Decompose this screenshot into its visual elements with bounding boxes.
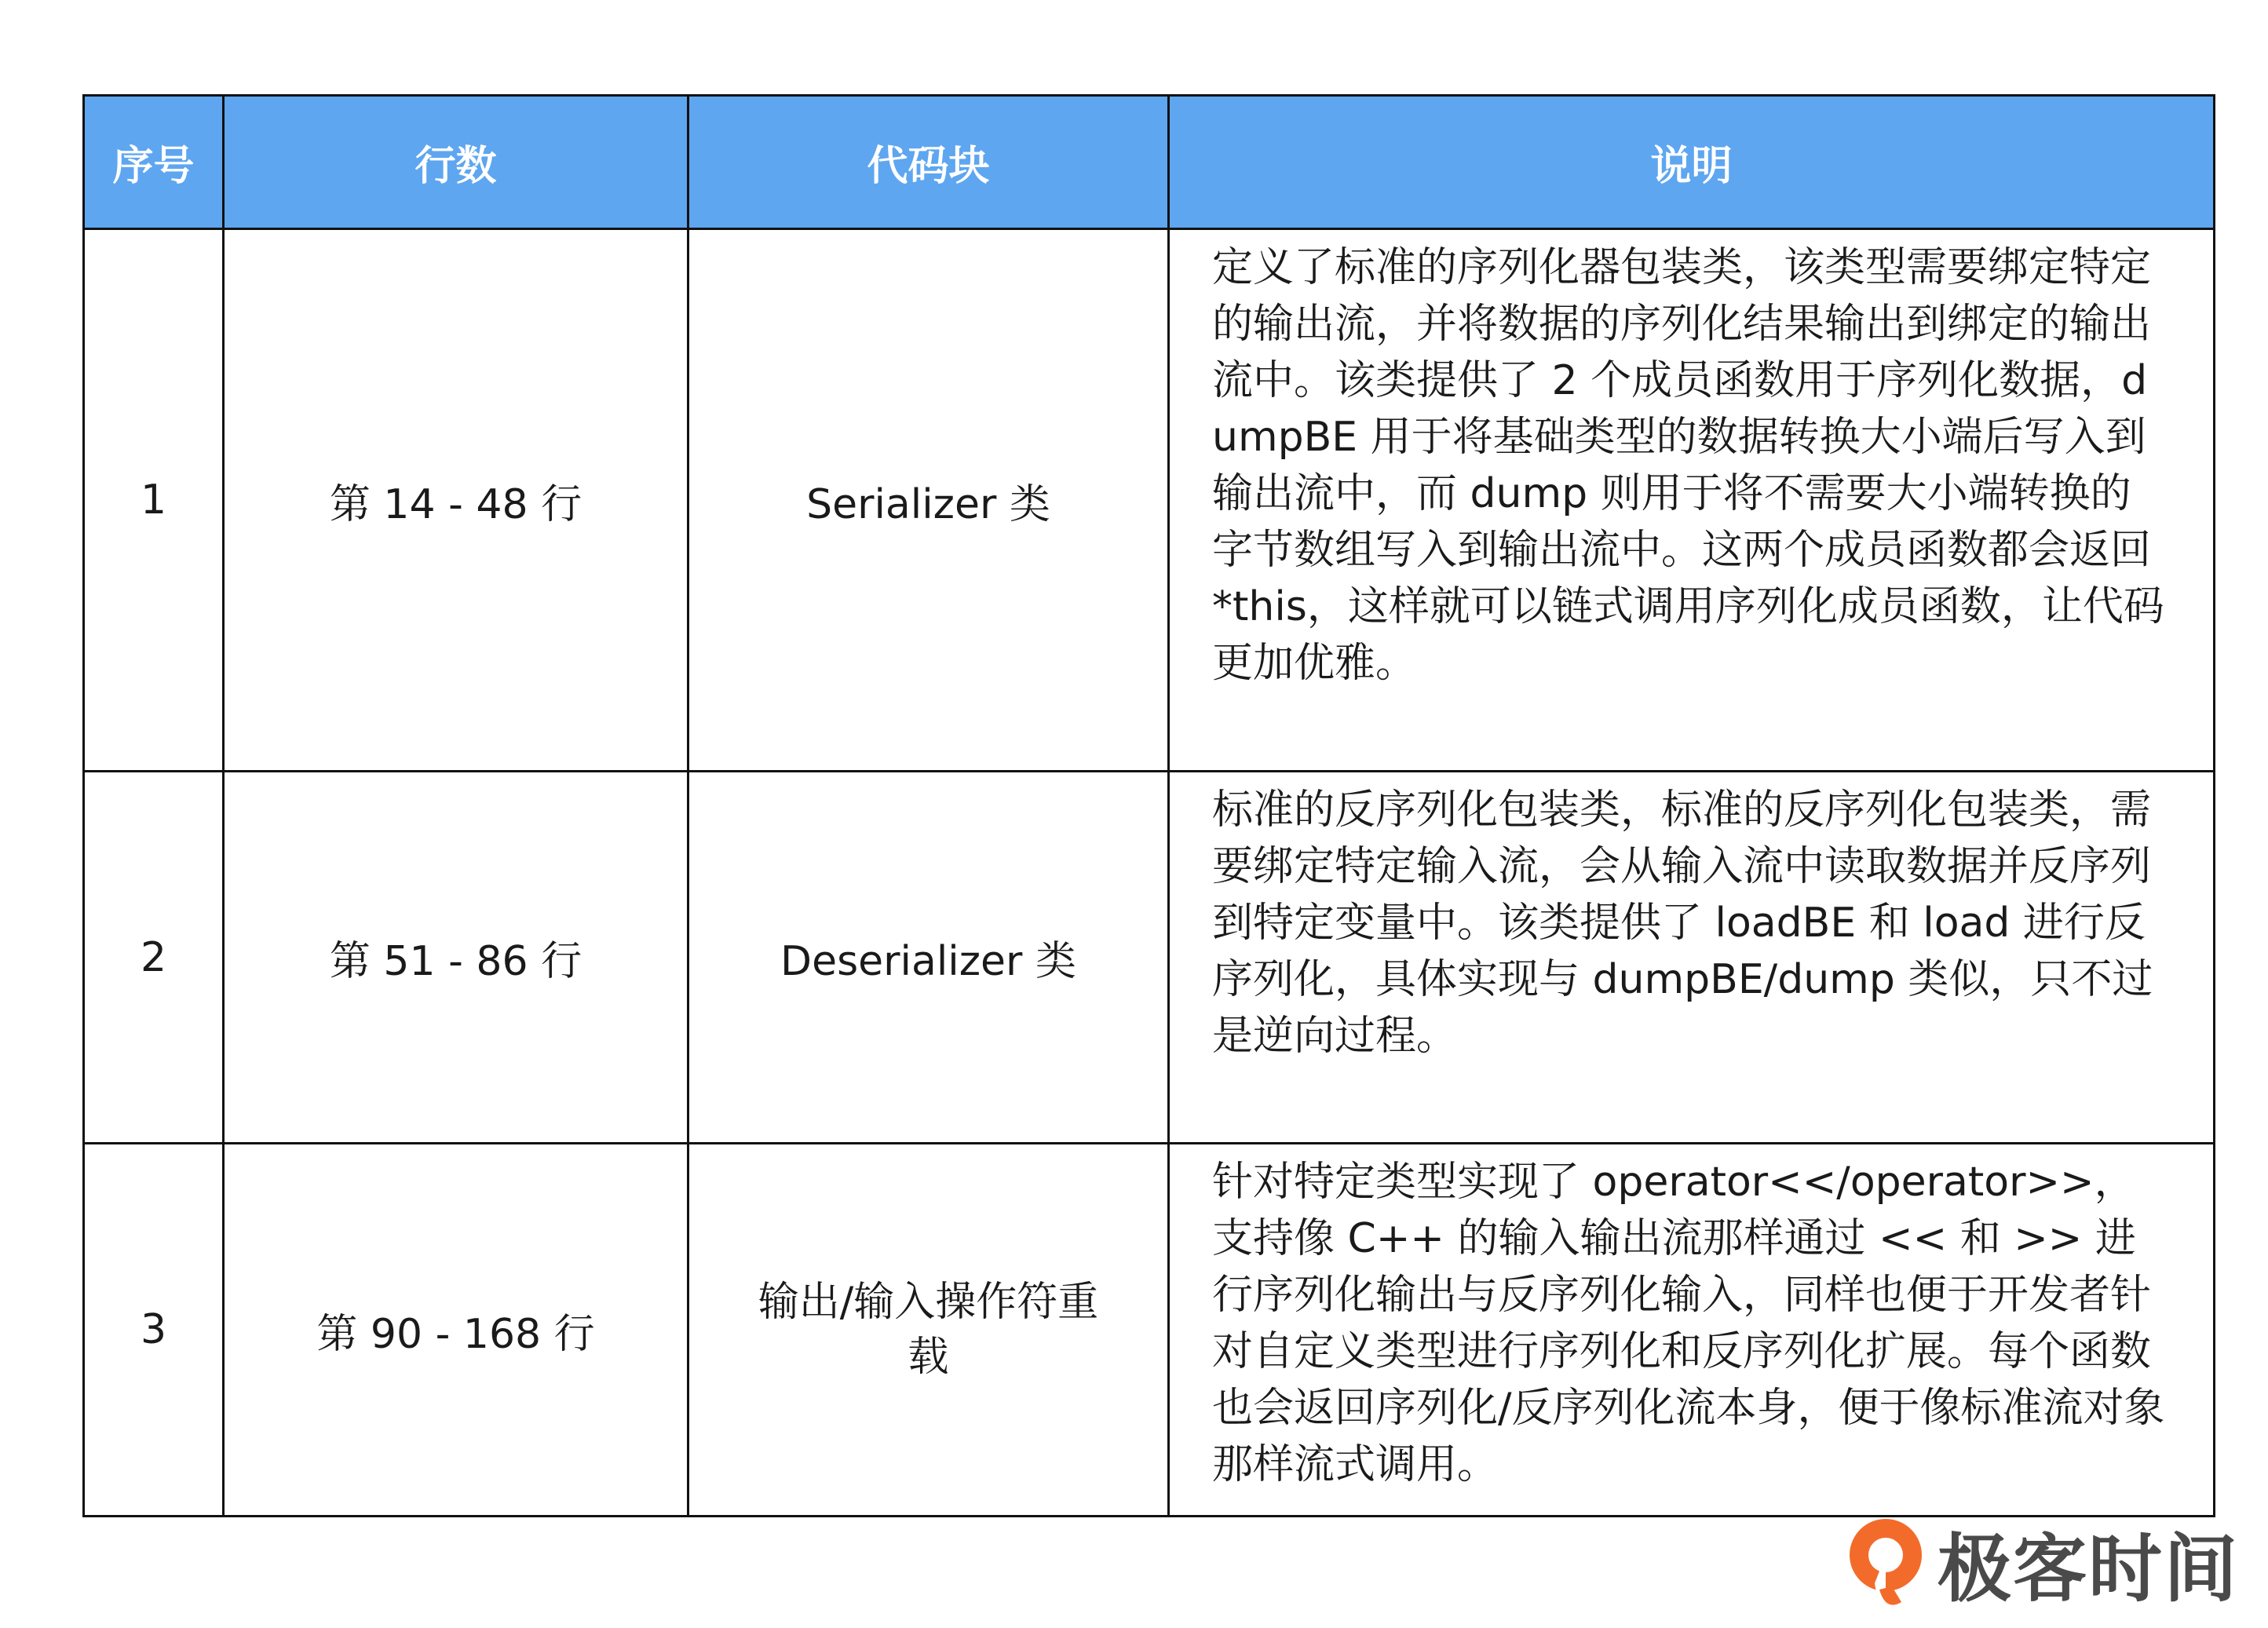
row-lines: 第 14 - 48 行 bbox=[224, 229, 688, 772]
row-description: 标准的反序列化包装类，标准的反序列化包装类，需要绑定特定输入流，会从输入流中读取数据并反序列到特定变量中。该类提供了 loadBE 和 load 进行反序列化，具体实现与 dumpBE/dump 类似，只不过是逆向过程。 bbox=[1169, 772, 2215, 1144]
table-header-row bbox=[84, 96, 2215, 229]
geektime-logo bbox=[1845, 1511, 2239, 1613]
row-index: 3 bbox=[84, 1144, 224, 1517]
header-index: 序号 bbox=[84, 96, 224, 229]
row-lines: 第 90 - 168 行 bbox=[224, 1144, 688, 1517]
row-index: 2 bbox=[84, 772, 224, 1144]
header-code-block: 代码块 bbox=[688, 96, 1169, 229]
row-index: 1 bbox=[84, 229, 224, 772]
table-row bbox=[84, 229, 2215, 772]
table-row bbox=[84, 772, 2215, 1144]
row-code-block: 输出/输入操作符重载 bbox=[688, 1144, 1169, 1517]
row-code-block: Deserializer 类 bbox=[688, 772, 1169, 1144]
logo-text: 极客时间 bbox=[1937, 1526, 2240, 1612]
row-lines: 第 51 - 86 行 bbox=[224, 772, 688, 1144]
row-description: 定义了标准的序列化器包装类，该类型需要绑定特定的输出流，并将数据的序列化结果输出到绑定的输出流中。该类提供了 2 个成员函数用于序列化数据，dumpBE 用于将基础类型的数据转换大小端后写入到输出流中，而 dump 则用于将不需要大小端转换的字节数组写入到输出流中。这两个成员函数都会返回 *this，这样就可以链式调用序列化成员函数，让代码更加优雅。 bbox=[1169, 229, 2215, 772]
geektime-logo-icon bbox=[1845, 1511, 1927, 1613]
row-code-block: Serializer 类 bbox=[688, 229, 1169, 772]
row-description: 针对特定类型实现了 operator<</operator>>，支持像 C++ 的输入输出流那样通过 << 和 >> 进行序列化输出与反序列化输入，同样也便于开发者针对自定义类型进行序列化和反序列化扩展。每个函数也会返回序列化/反序列化流本身，便于像标准流对象那样流式调用。 bbox=[1169, 1144, 2215, 1517]
table-row bbox=[84, 1144, 2215, 1517]
info-table bbox=[82, 94, 2215, 1517]
header-lines: 行数 bbox=[224, 96, 688, 229]
header-description: 说明 bbox=[1169, 96, 2215, 229]
